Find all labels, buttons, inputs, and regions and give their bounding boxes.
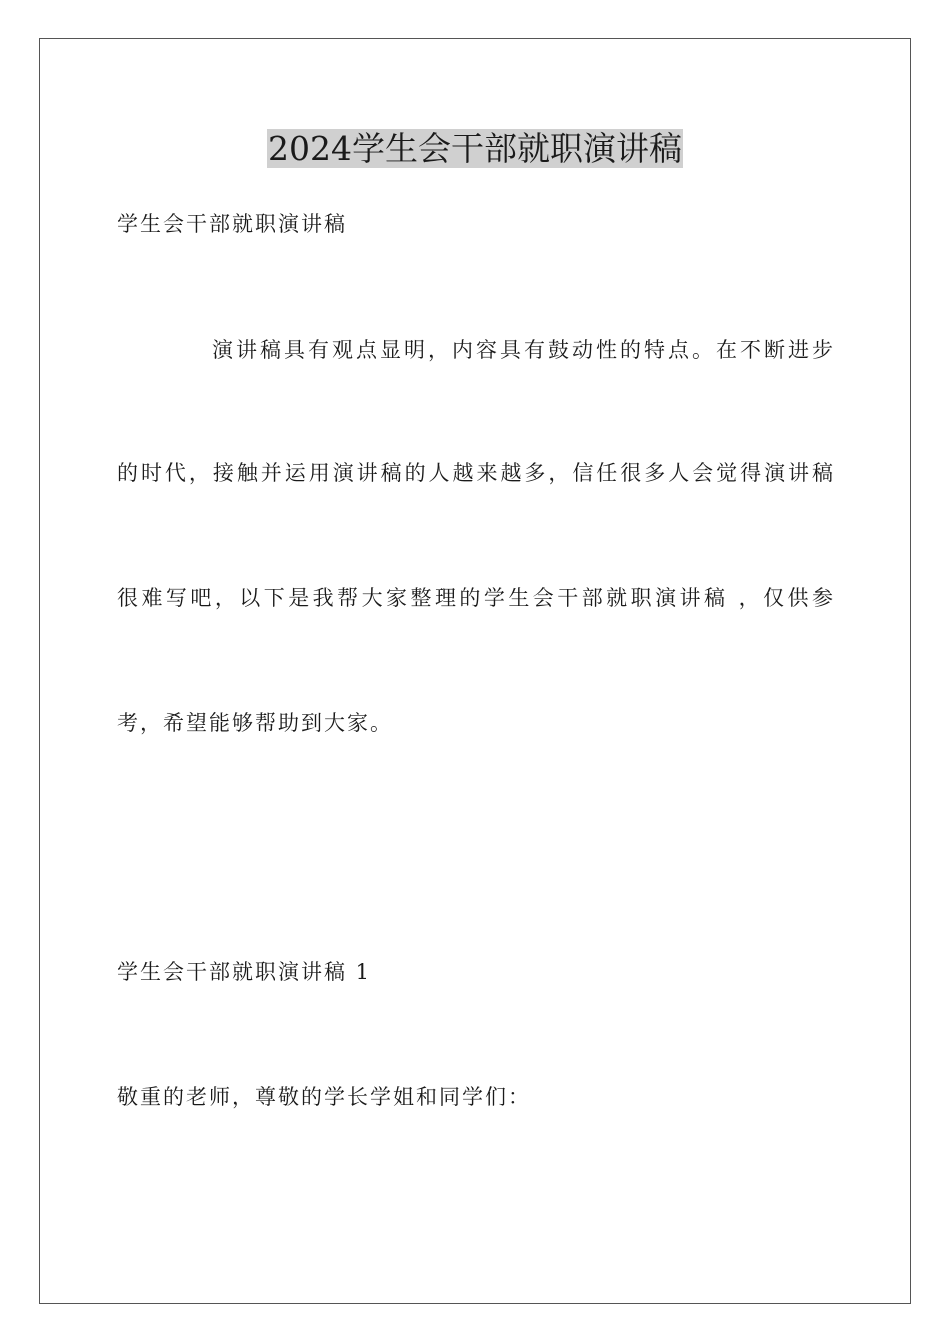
section-heading: 学生会干部就职演讲稿 1: [117, 960, 372, 984]
document-subtitle: 学生会干部就职演讲稿: [117, 212, 347, 236]
intro-line-3: 很难写吧，以下是我帮大家整理的学生会干部就职演讲稿 ，仅供参: [117, 586, 833, 610]
document-title-text: 2024学生会干部就职演讲稿: [268, 129, 682, 168]
salutation: 敬重的老师，尊敬的学长学姐和同学们：: [117, 1085, 531, 1109]
intro-line-4: 考，希望能够帮助到大家。: [117, 711, 393, 735]
intro-line-2: 的时代，接触并运用演讲稿的人越来越多，信任很多人会觉得演讲稿: [117, 461, 833, 485]
intro-line-1: 演讲稿具有观点显明，内容具有鼓动性的特点。在不断进步: [212, 338, 833, 362]
document-title: [0, 128, 950, 170]
